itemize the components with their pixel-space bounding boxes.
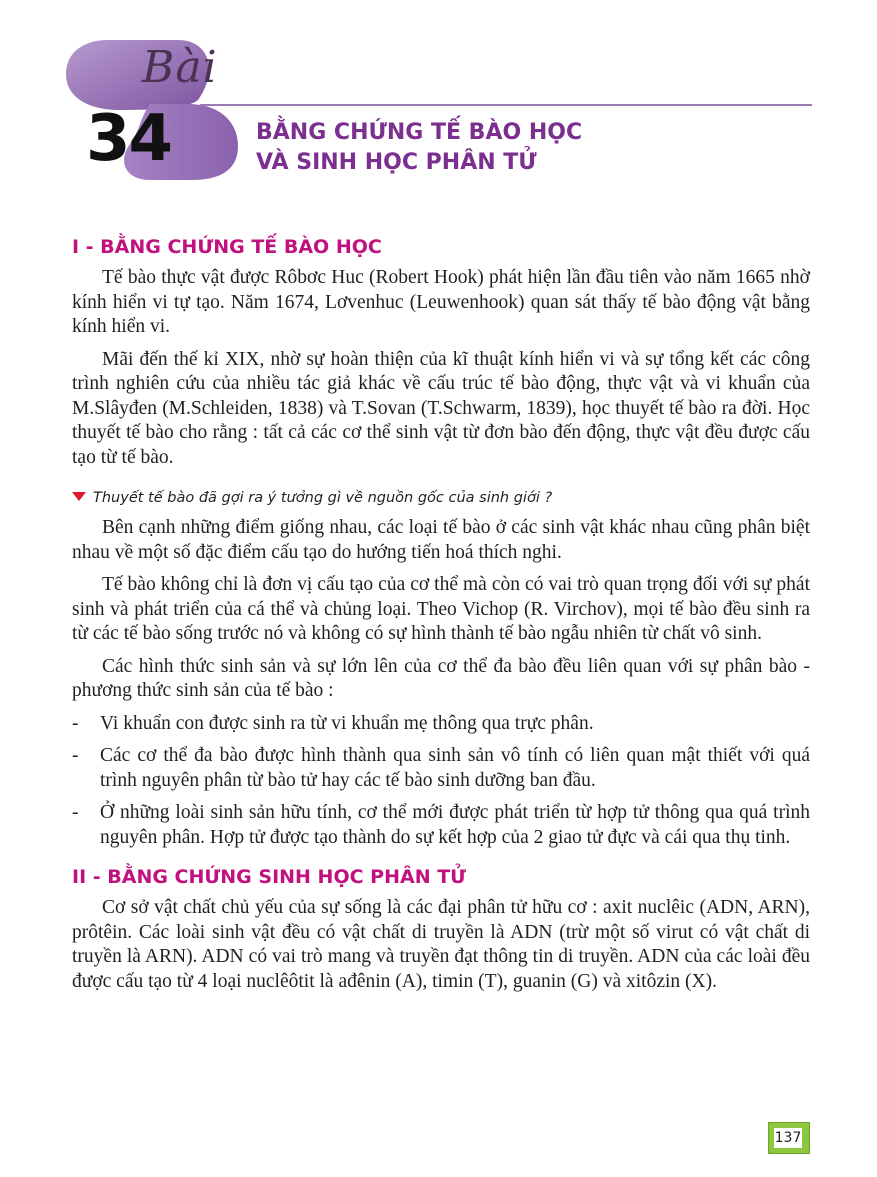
paragraph: Mãi đến thế kỉ XIX, nhờ sự hoàn thiện của kĩ thuật kính hiển vi và sự tổng kết các công trình nghiên cứu của nhiều tác giả khác về cấu trúc tế bào động, thực vật và vi khuẩn của M.Slâyđen (M.Schleiden, 1838) và T.Sovan (T.Schwarm, 1839), học thuyết tế bào ra đời. Học thuyết tế bào cho rằng : tất cả các cơ thể sinh vật từ đơn bào đến động, thực vật đều được cấu tạo từ tế bào. [72,348,810,468]
dash-marker: - [72,745,79,766]
lesson-header [0,0,877,200]
section-heading-cell-evidence: I - BẰNG CHỨNG TẾ BÀO HỌC [72,236,382,258]
list-item-text: Các cơ thể đa bào được hình thành qua sinh sản vô tính có liên quan mật thiết với quá trình nguyên phân từ bào tử hay các tế bào sinh dưỡng ban đầu. [100,745,810,791]
dash-marker: - [72,802,79,823]
paragraph: Tế bào thực vật được Rôbơc Huc (Robert Hook) phát hiện lần đầu tiên vào năm 1665 nhờ kính hiển vi tự tạo. Năm 1674, Lơvenhuc (Leuwenhook) quan sát thấy tế bào động vật bằng kính hiển vi. [72,267,810,337]
lesson-label: Bài [142,42,218,93]
review-question [72,490,810,506]
lesson-title-line-1: BẰNG CHỨNG TẾ BÀO HỌC [256,120,583,145]
list-item-text: Vi khuẩn con được sinh ra từ vi khuẩn mẹ thông qua trực phân. [100,712,594,734]
list-item [72,712,810,737]
paragraph: Tế bào không chỉ là đơn vị cấu tạo của cơ thể mà còn có vai trò quan trọng đối với sự phát sinh và phát triển của cá thể và chủng loại. Theo Vichop (R. Virchov), mọi tế bào đều sinh ra từ các tế bào sống trước nó và không có sự hình thành tế bào ngẫu nhiên từ chất vô sinh. [72,574,810,644]
list-item [72,801,810,850]
bullet-list [72,712,810,851]
header-rule [200,104,812,106]
lesson-number: 34 [86,102,172,176]
page-number: 137 [774,1130,802,1146]
page-number-box [768,1122,810,1154]
list-item-text: Ở những loài sinh sản hữu tính, cơ thể mới được phát triển từ hợp tử thông qua quá trình nguyên phân. Hợp tử được tạo thành do sự kết hợp của 2 giao tử đực và cái qua thụ tinh. [100,802,810,848]
list-item [72,744,810,793]
paragraph: Các hình thức sinh sản và sự lớn lên của cơ thể đa bào đều liên quan với sự phân bào - phương thức sinh sản của tế bào : [72,655,810,701]
question-marker-icon [72,492,86,501]
dash-marker: - [72,712,79,734]
paragraph: Cơ sở vật chất chủ yếu của sự sống là các đại phân tử hữu cơ : axit nuclêic (ADN, ARN), prôtêin. Các loài sinh vật đều có vật chất di truyền là ADN (trừ một số virut có vật chất di truyền là ARN). ADN có vai trò mang và truyền đạt thông tin di truyền. ADN của các loài đều được cấu tạo từ 4 loại nuclêôtit là ađênin (A), timin (T), guanin (G) và xitôzin (X). [72,897,810,992]
lesson-title [256,118,582,178]
section-heading-molecular-evidence: II - BẰNG CHỨNG SINH HỌC PHÂN TỬ [72,866,467,888]
question-text: Thuyết tế bào đã gợi ra ý tưởng gì về nguồn gốc của sinh giới ? [93,490,553,506]
lesson-title-line-2: VÀ SINH HỌC PHÂN TỬ [256,150,537,175]
paragraph: Bên cạnh những điểm giống nhau, các loại tế bào ở các sinh vật khác nhau cũng phân biệt nhau về một số đặc điểm cấu tạo do hướng tiến hoá thích nghi. [72,517,810,563]
lesson-content [72,236,810,1002]
